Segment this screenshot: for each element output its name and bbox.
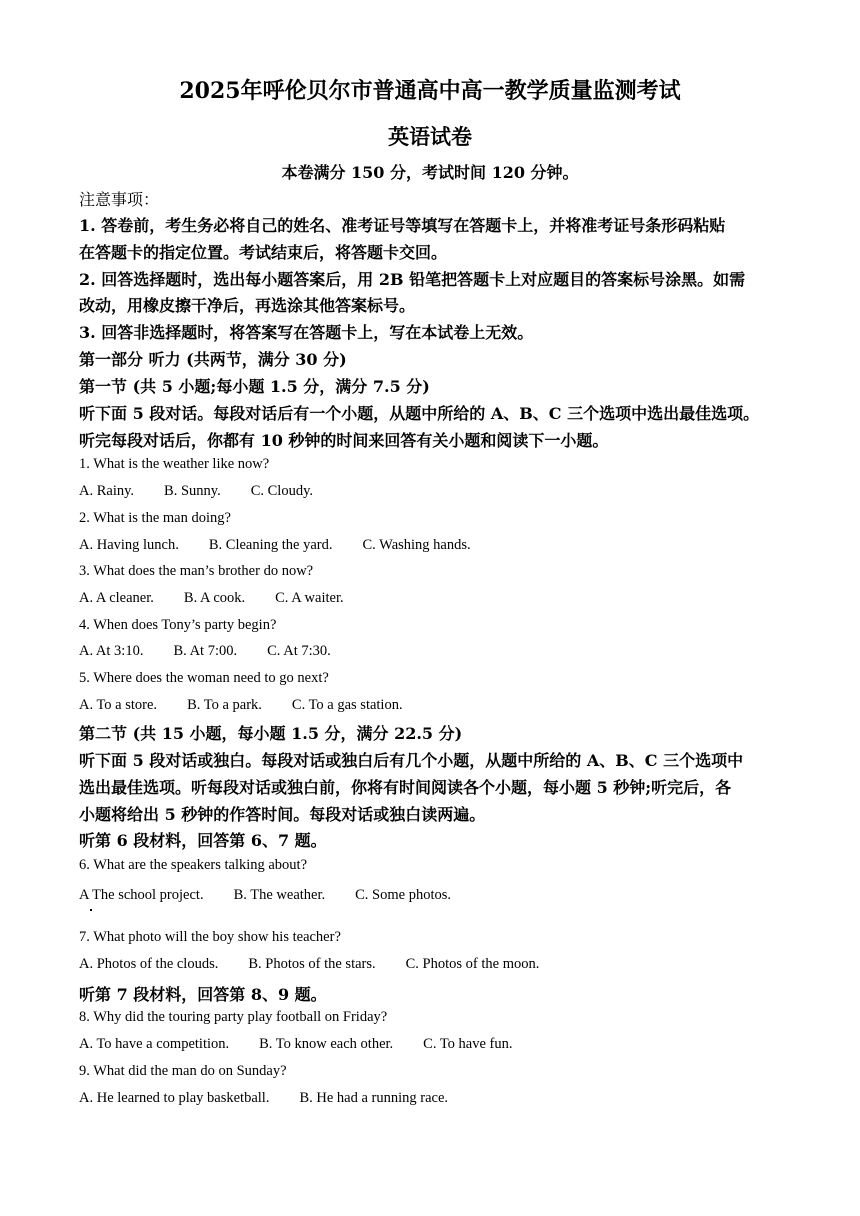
notice-item-1-line-2: 在答题卡的指定位置。考试结束后，将答题卡交回。 (79, 243, 448, 262)
section1-instruction-line-2: 听完每段对话后，你都有 10 秒钟的时间来回答有关小题和阅读下一小题。 (79, 431, 609, 450)
option-c: C. Some photos. (355, 887, 451, 903)
option-a: A. At 3:10. (79, 643, 144, 659)
question-6-options (79, 887, 451, 904)
option-c: C. To a gas station. (291, 697, 403, 713)
notice-item-2-line-2: 改动，用橡皮擦干净后，再选涂其他答案标号。 (79, 296, 416, 315)
option-c: C. At 7:30. (267, 643, 331, 659)
question-5-options (79, 697, 403, 714)
option-a: A. To have a competition. (79, 1036, 230, 1052)
option-a: A. Rainy. (79, 483, 135, 499)
option-b: B. Cleaning the yard. (208, 537, 333, 553)
question-4: 4. When does Tony’s party begin? (79, 617, 277, 633)
question-7: 7. What photo will the boy show his teacher? (79, 929, 341, 945)
question-6: 6. What are the speakers talking about? (79, 857, 308, 873)
option-a: A. A cleaner. (79, 590, 154, 606)
question-1: 1. What is the weather like now? (79, 456, 270, 472)
exam-info: 本卷满分 150 分，考试时间 120 分钟。 (281, 163, 579, 182)
option-a: A. He learned to play basketball. (79, 1090, 270, 1106)
question-3-options (79, 590, 344, 607)
question-4-options (79, 643, 331, 660)
notice-item-1-line-1: 1. 答卷前，考生务必将自己的姓名、准考证号等填写在答题卡上，并将准考证号条形码粘贴 (79, 216, 726, 235)
section2-heading: 第二节 (共 15 小题，每小题 1.5 分，满分 22.5 分) (79, 724, 463, 743)
part1-heading: 第一部分 听力 (共两节，满分 30 分) (79, 350, 347, 369)
question-2: 2. What is the man doing? (79, 510, 231, 526)
section1-instruction-line-1: 听下面 5 段对话。每段对话后有一个小题，从题中所给的 A、B、C 三个选项中选出最佳选项。 (79, 404, 760, 423)
material-6-heading: 听第 6 段材料，回答第 6、7 题。 (79, 831, 327, 850)
option-b: B. At 7:00. (173, 643, 238, 659)
option-b: B. The weather. (233, 887, 326, 903)
option-a: A The school project. (79, 887, 204, 903)
question-9-options (79, 1090, 448, 1107)
section1-heading: 第一节 (共 5 小题;每小题 1.5 分，满分 7.5 分) (79, 377, 430, 396)
exam-title: 2025年呼伦贝尔市普通高中高一教学质量监测考试 (179, 78, 681, 104)
option-a: A. To a store. (79, 697, 158, 713)
option-a: A. Photos of the clouds. (79, 956, 219, 972)
section2-instruction-line-2: 选出最佳选项。听每段对话或独白前，你将有时间阅读各个小题，每小题 5 秒钟;听完后，各 (79, 778, 732, 797)
option-c: C. Cloudy. (250, 483, 314, 499)
option-b: B. To know each other. (259, 1036, 394, 1052)
question-3: 3. What does the man’s brother do now? (79, 563, 314, 579)
question-1-options (79, 483, 313, 500)
notice-item-3: 3. 回答非选择题时，将答案写在答题卡上，写在本试卷上无效。 (79, 323, 534, 342)
question-9: 9. What did the man do on Sunday? (79, 1063, 287, 1079)
material-7-heading: 听第 7 段材料，回答第 8、9 题。 (79, 985, 327, 1004)
section2-instruction-line-3: 小题将给出 5 秒钟的作答时间。每段对话或独白读两遍。 (79, 805, 486, 824)
option-b: B. Sunny. (164, 483, 221, 499)
option-b: B. A cook. (183, 590, 246, 606)
notice-heading: 注意事项： (79, 190, 160, 209)
option-b: B. To a park. (187, 697, 262, 713)
option-b: B. Photos of the stars. (248, 956, 376, 972)
question-8: 8. Why did the touring party play football on Friday? (79, 1009, 388, 1025)
stray-dot-mark (90, 909, 92, 911)
question-2-options (79, 537, 471, 554)
option-a: A. Having lunch. (79, 537, 179, 553)
option-c: C. Photos of the moon. (405, 956, 540, 972)
option-c: C. Washing hands. (362, 537, 471, 553)
question-8-options (79, 1036, 513, 1053)
exam-subtitle: 英语试卷 (388, 124, 472, 149)
option-c: C. To have fun. (423, 1036, 513, 1052)
option-b: B. He had a running race. (299, 1090, 449, 1106)
notice-item-2-line-1: 2. 回答选择题时，选出每小题答案后，用 2B 铅笔把答题卡上对应题目的答案标号涂黑。如需 (79, 270, 746, 289)
question-7-options (79, 956, 539, 973)
question-5: 5. Where does the woman need to go next? (79, 670, 329, 686)
section2-instruction-line-1: 听下面 5 段对话或独白。每段对话或独白后有几个小题，从题中所给的 A、B、C 三个选项中 (79, 751, 744, 770)
option-c: C. A waiter. (275, 590, 344, 606)
